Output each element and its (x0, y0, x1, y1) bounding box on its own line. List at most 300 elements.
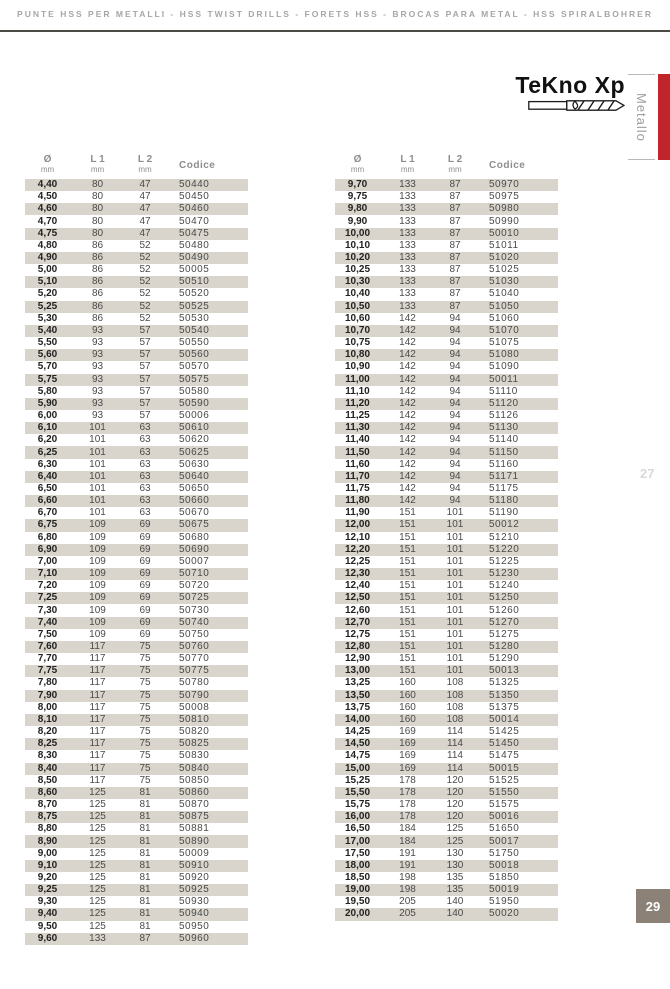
header-codice: Codice (489, 160, 526, 171)
l1-cell: 142 (399, 324, 416, 336)
diameter-cell: 10,25 (344, 264, 371, 276)
diameter-cell: 7,20 (37, 580, 58, 592)
table-row (25, 896, 248, 908)
l1-cell: 205 (399, 896, 416, 908)
table-row (25, 532, 248, 544)
code-cell: 50690 (179, 543, 210, 555)
l2-cell: 87 (449, 215, 461, 227)
l1-cell: 101 (89, 458, 106, 470)
table-row (335, 811, 558, 823)
code-cell: 51250 (489, 592, 520, 604)
table-row (335, 276, 558, 288)
table-row (25, 763, 248, 775)
table-row (335, 325, 558, 337)
accent-red-bar (658, 74, 670, 160)
code-cell: 50725 (179, 592, 210, 604)
code-cell: 51140 (489, 434, 519, 446)
l1-cell: 117 (89, 726, 106, 738)
l1-cell: 125 (89, 823, 106, 835)
l1-cell: 151 (399, 665, 416, 677)
l2-cell: 81 (139, 799, 151, 811)
diameter-cell: 6,80 (37, 531, 58, 543)
diameter-cell: 9,40 (37, 908, 58, 920)
table-body (25, 179, 248, 945)
diameter-cell: 18,50 (344, 871, 371, 883)
l2-cell: 63 (139, 458, 151, 470)
table-row (25, 252, 248, 264)
table-row (335, 750, 558, 762)
diameter-cell: 11,25 (345, 410, 370, 422)
diameter-cell: 13,75 (344, 701, 371, 713)
table-row (335, 471, 558, 483)
code-cell: 50675 (179, 519, 210, 531)
l2-cell: 63 (139, 422, 151, 434)
code-cell: 51150 (489, 446, 519, 458)
drill-table-right (335, 152, 558, 921)
l2-cell: 63 (139, 495, 151, 507)
l1-cell: 169 (399, 762, 416, 774)
l1-cell: 151 (399, 604, 416, 616)
code-cell: 51126 (489, 410, 519, 422)
code-cell: 50920 (179, 871, 210, 883)
table-row (335, 568, 558, 580)
code-cell: 51280 (489, 641, 520, 653)
l1-cell: 117 (89, 713, 106, 725)
l2-cell: 57 (139, 349, 151, 361)
l1-cell: 80 (91, 203, 104, 215)
l2-cell: 140 (446, 896, 464, 908)
watermark-number: 27 (640, 466, 655, 481)
l1-cell: 86 (91, 252, 104, 264)
l2-cell: 130 (446, 859, 464, 871)
l2-cell: 120 (446, 811, 464, 823)
diameter-cell: 10,30 (344, 276, 371, 288)
l2-cell: 114 (447, 750, 463, 762)
table-row (335, 374, 558, 386)
l2-cell: 125 (446, 835, 464, 847)
l1-cell: 133 (399, 252, 416, 264)
code-cell: 50005 (179, 264, 210, 276)
table-row (335, 848, 558, 860)
table-row (25, 848, 248, 860)
l2-cell: 69 (139, 628, 151, 640)
l1-cell: 109 (89, 568, 106, 580)
drill-bit-icon (528, 97, 625, 114)
diameter-cell: 10,80 (344, 349, 371, 361)
l2-cell: 101 (446, 616, 464, 628)
header-diameter: Ø mm (350, 154, 365, 174)
table-row (335, 519, 558, 531)
l1-cell: 109 (89, 555, 106, 567)
table-header-row (335, 152, 558, 179)
diameter-cell: 11,75 (345, 482, 370, 494)
table-row (25, 714, 248, 726)
diameter-cell: 11,10 (345, 385, 370, 397)
code-cell: 50980 (489, 203, 520, 215)
code-cell: 51040 (489, 288, 520, 300)
diameter-cell: 8,75 (37, 811, 58, 823)
table-row (335, 580, 558, 592)
code-cell: 51350 (489, 689, 520, 701)
table-row (25, 592, 248, 604)
l1-cell: 117 (89, 665, 106, 677)
table-row (25, 677, 248, 689)
table-row (25, 228, 248, 240)
l2-cell: 135 (446, 871, 464, 883)
l2-cell: 101 (446, 665, 464, 677)
code-cell: 50881 (179, 823, 210, 835)
l2-cell: 87 (449, 264, 461, 276)
l1-cell: 101 (89, 446, 106, 458)
diameter-cell: 10,40 (344, 288, 371, 300)
diameter-cell: 5,75 (37, 373, 58, 385)
l1-cell: 80 (91, 191, 104, 203)
diameter-cell: 12,80 (344, 641, 371, 653)
l2-cell: 75 (139, 713, 151, 725)
diameter-cell: 6,90 (37, 543, 58, 555)
l2-cell: 140 (446, 908, 464, 920)
code-cell: 51225 (489, 555, 520, 567)
table-row (335, 507, 558, 519)
table-row (25, 483, 248, 495)
l1-cell: 101 (89, 507, 106, 519)
code-cell: 50006 (179, 410, 210, 422)
code-cell: 50015 (489, 762, 520, 774)
l1-cell: 133 (399, 300, 416, 312)
l2-cell: 81 (139, 920, 151, 932)
table-row (25, 823, 248, 835)
table-row (335, 361, 558, 373)
l1-cell: 109 (89, 592, 106, 604)
table-row (25, 860, 248, 872)
l2-cell: 57 (139, 324, 151, 336)
diameter-cell: 14,25 (344, 726, 371, 738)
diameter-cell: 5,60 (37, 349, 58, 361)
code-cell: 50580 (179, 385, 210, 397)
l2-cell: 81 (139, 847, 151, 859)
code-cell: 51450 (489, 738, 520, 750)
l1-cell: 191 (399, 847, 416, 859)
code-cell: 51950 (489, 896, 520, 908)
diameter-cell: 6,25 (37, 446, 58, 458)
l1-cell: 142 (399, 422, 416, 434)
l2-cell: 52 (139, 264, 151, 276)
code-cell: 50530 (179, 312, 210, 324)
diameter-cell: 17,00 (344, 835, 371, 847)
table-row (335, 203, 558, 215)
l1-cell: 142 (399, 470, 416, 482)
l2-cell: 69 (139, 519, 151, 531)
l1-cell: 125 (89, 920, 106, 932)
l1-cell: 169 (399, 738, 416, 750)
l2-cell: 87 (449, 239, 461, 251)
l2-cell: 101 (446, 507, 464, 519)
l1-cell: 205 (399, 908, 416, 920)
l1-cell: 93 (91, 385, 104, 397)
table-row (335, 702, 558, 714)
l1-cell: 101 (89, 470, 106, 482)
diameter-cell: 7,30 (37, 604, 58, 616)
l2-cell: 47 (139, 191, 151, 203)
code-cell: 50490 (179, 252, 210, 264)
l2-cell: 120 (446, 786, 464, 798)
code-cell: 51030 (489, 276, 520, 288)
code-cell: 50730 (179, 604, 210, 616)
diameter-cell: 10,60 (344, 312, 371, 324)
l2-cell: 108 (446, 689, 464, 701)
l1-cell: 151 (399, 641, 416, 653)
diameter-cell: 11,60 (345, 458, 370, 470)
l2-cell: 101 (446, 592, 464, 604)
table-row (25, 471, 248, 483)
code-cell: 50007 (179, 555, 210, 567)
diameter-cell: 6,50 (37, 482, 58, 494)
l2-cell: 75 (139, 641, 151, 653)
diameter-cell: 4,70 (37, 215, 58, 227)
l2-cell: 125 (446, 823, 464, 835)
l1-cell: 151 (399, 580, 416, 592)
l2-cell: 101 (446, 568, 464, 580)
l1-cell: 80 (91, 179, 104, 191)
code-cell: 50820 (179, 726, 210, 738)
l1-cell: 133 (399, 179, 416, 191)
code-cell: 51290 (489, 653, 520, 665)
l1-cell: 151 (399, 616, 416, 628)
diameter-cell: 4,40 (37, 179, 58, 191)
code-cell: 51025 (489, 264, 520, 276)
code-cell: 51850 (489, 871, 520, 883)
code-cell: 51275 (489, 628, 520, 640)
diameter-cell: 11,00 (345, 373, 370, 385)
table-row (335, 215, 558, 227)
table-row (335, 398, 558, 410)
diameter-cell: 8,00 (37, 701, 58, 713)
table-row (25, 459, 248, 471)
diameter-cell: 5,70 (37, 361, 58, 373)
table-row (25, 665, 248, 677)
diameter-cell: 11,80 (345, 495, 370, 507)
l1-cell: 93 (91, 337, 104, 349)
diameter-cell: 11,90 (345, 507, 370, 519)
header-l2: L 2 mm (137, 154, 153, 174)
diameter-cell: 5,90 (37, 397, 58, 409)
l1-cell: 160 (399, 713, 416, 725)
l1-cell: 151 (399, 519, 416, 531)
l2-cell: 75 (139, 701, 151, 713)
l2-cell: 101 (446, 543, 464, 555)
diameter-cell: 5,00 (37, 264, 58, 276)
diameter-cell: 8,25 (37, 738, 58, 750)
l1-cell: 151 (399, 653, 416, 665)
code-cell: 50710 (179, 568, 210, 580)
l2-cell: 108 (446, 713, 464, 725)
code-cell: 50780 (179, 677, 210, 689)
code-cell: 50019 (489, 884, 520, 896)
diameter-cell: 6,20 (37, 434, 58, 446)
table-row (25, 604, 248, 616)
diameter-cell: 5,10 (37, 276, 58, 288)
diameter-cell: 9,20 (37, 871, 58, 883)
code-cell: 51180 (489, 495, 519, 507)
l2-cell: 81 (139, 835, 151, 847)
l1-cell: 117 (89, 774, 106, 786)
code-cell: 51110 (489, 385, 518, 397)
code-cell: 50575 (179, 373, 210, 385)
diameter-cell: 16,00 (344, 811, 371, 823)
l1-cell: 125 (89, 908, 106, 920)
l1-cell: 117 (89, 701, 106, 713)
l1-cell: 198 (399, 871, 416, 883)
table-row (335, 556, 558, 568)
l2-cell: 135 (446, 884, 464, 896)
l2-cell: 81 (139, 908, 151, 920)
table-row (335, 884, 558, 896)
table-row (335, 252, 558, 264)
code-cell: 50610 (179, 422, 210, 434)
l1-cell: 142 (399, 337, 416, 349)
diameter-cell: 12,50 (344, 592, 371, 604)
code-cell: 51375 (489, 701, 520, 713)
header-l1: L 1 mm (90, 154, 105, 174)
diameter-cell: 15,00 (344, 762, 371, 774)
diameter-cell: 4,60 (37, 203, 58, 215)
code-cell: 50013 (489, 665, 520, 677)
diameter-cell: 4,90 (37, 252, 58, 264)
table-row (25, 288, 248, 300)
l2-cell: 94 (449, 458, 461, 470)
diameter-cell: 5,20 (37, 288, 58, 300)
code-cell: 50990 (489, 215, 520, 227)
table-header-row (25, 152, 248, 179)
table-row (335, 495, 558, 507)
diameter-cell: 12,30 (344, 568, 371, 580)
code-cell: 50975 (489, 191, 520, 203)
l2-cell: 101 (446, 641, 464, 653)
code-cell: 50925 (179, 884, 210, 896)
code-cell: 50910 (179, 859, 210, 871)
diameter-cell: 10,75 (344, 337, 371, 349)
table-row (335, 422, 558, 434)
diameter-cell: 5,40 (37, 324, 58, 336)
diameter-cell: 6,00 (37, 410, 58, 422)
diameter-cell: 4,50 (37, 191, 58, 203)
diameter-cell: 19,00 (344, 884, 371, 896)
diameter-cell: 8,20 (37, 726, 58, 738)
diameter-cell: 13,50 (344, 689, 371, 701)
l1-cell: 125 (89, 811, 106, 823)
table-row (25, 921, 248, 933)
code-cell: 50950 (179, 920, 210, 932)
code-cell: 51190 (489, 507, 519, 519)
l2-cell: 101 (446, 519, 464, 531)
table-row (25, 775, 248, 787)
l2-cell: 94 (449, 446, 461, 458)
diameter-cell: 12,20 (344, 543, 371, 555)
code-cell: 50620 (179, 434, 210, 446)
code-cell: 50470 (179, 215, 210, 227)
diameter-cell: 12,60 (344, 604, 371, 616)
l1-cell: 151 (399, 531, 416, 543)
code-cell: 50016 (489, 811, 520, 823)
code-cell: 50960 (179, 932, 210, 944)
code-cell: 50860 (179, 786, 210, 798)
table-row (25, 556, 248, 568)
table-row (25, 519, 248, 531)
l1-cell: 80 (91, 215, 104, 227)
table-row (335, 459, 558, 471)
diameter-cell: 7,80 (37, 677, 58, 689)
l1-cell: 142 (399, 482, 416, 494)
code-cell: 51475 (489, 750, 520, 762)
l2-cell: 69 (139, 592, 151, 604)
code-cell: 51060 (489, 312, 520, 324)
l2-cell: 57 (139, 385, 151, 397)
code-cell: 51050 (489, 300, 520, 312)
l2-cell: 94 (449, 422, 461, 434)
l1-cell: 142 (399, 446, 416, 458)
l2-cell: 87 (449, 300, 461, 312)
code-cell: 51220 (489, 543, 520, 555)
l1-cell: 142 (399, 373, 416, 385)
l2-cell: 87 (449, 276, 461, 288)
l2-cell: 120 (446, 774, 464, 786)
code-cell: 51210 (489, 531, 520, 543)
table-row (335, 483, 558, 495)
l1-cell: 142 (399, 349, 416, 361)
diameter-cell: 11,30 (345, 422, 370, 434)
l2-cell: 57 (139, 337, 151, 349)
code-cell: 51425 (489, 726, 520, 738)
diameter-cell: 15,50 (344, 786, 371, 798)
l1-cell: 86 (91, 239, 104, 251)
l2-cell: 94 (449, 324, 461, 336)
diameter-cell: 7,70 (37, 653, 58, 665)
table-row (25, 240, 248, 252)
l2-cell: 130 (446, 847, 464, 859)
table-row (25, 641, 248, 653)
code-cell: 50020 (489, 908, 520, 920)
code-cell: 50875 (179, 811, 210, 823)
table-row (335, 787, 558, 799)
l1-cell: 151 (399, 555, 416, 567)
code-cell: 50550 (179, 337, 210, 349)
code-cell: 50970 (489, 179, 520, 191)
code-cell: 51550 (489, 786, 520, 798)
table-row (25, 568, 248, 580)
code-cell: 51175 (489, 482, 519, 494)
l1-cell: 109 (89, 519, 106, 531)
page-number-badge (636, 889, 670, 923)
table-row (25, 422, 248, 434)
l2-cell: 47 (139, 227, 151, 239)
l2-cell: 81 (139, 786, 151, 798)
code-cell: 50011 (489, 373, 519, 385)
table-row (335, 629, 558, 641)
l1-cell: 133 (399, 288, 416, 300)
diameter-cell: 9,60 (37, 932, 58, 944)
l1-cell: 160 (399, 701, 416, 713)
l2-cell: 114 (447, 762, 463, 774)
diameter-cell: 8,10 (37, 713, 58, 725)
table-row (25, 835, 248, 847)
diameter-cell: 6,40 (37, 470, 58, 482)
code-cell: 50625 (179, 446, 210, 458)
l2-cell: 63 (139, 482, 151, 494)
l2-cell: 94 (449, 349, 461, 361)
table-row (335, 604, 558, 616)
diameter-cell: 6,75 (37, 519, 58, 531)
code-cell: 50475 (179, 227, 210, 239)
